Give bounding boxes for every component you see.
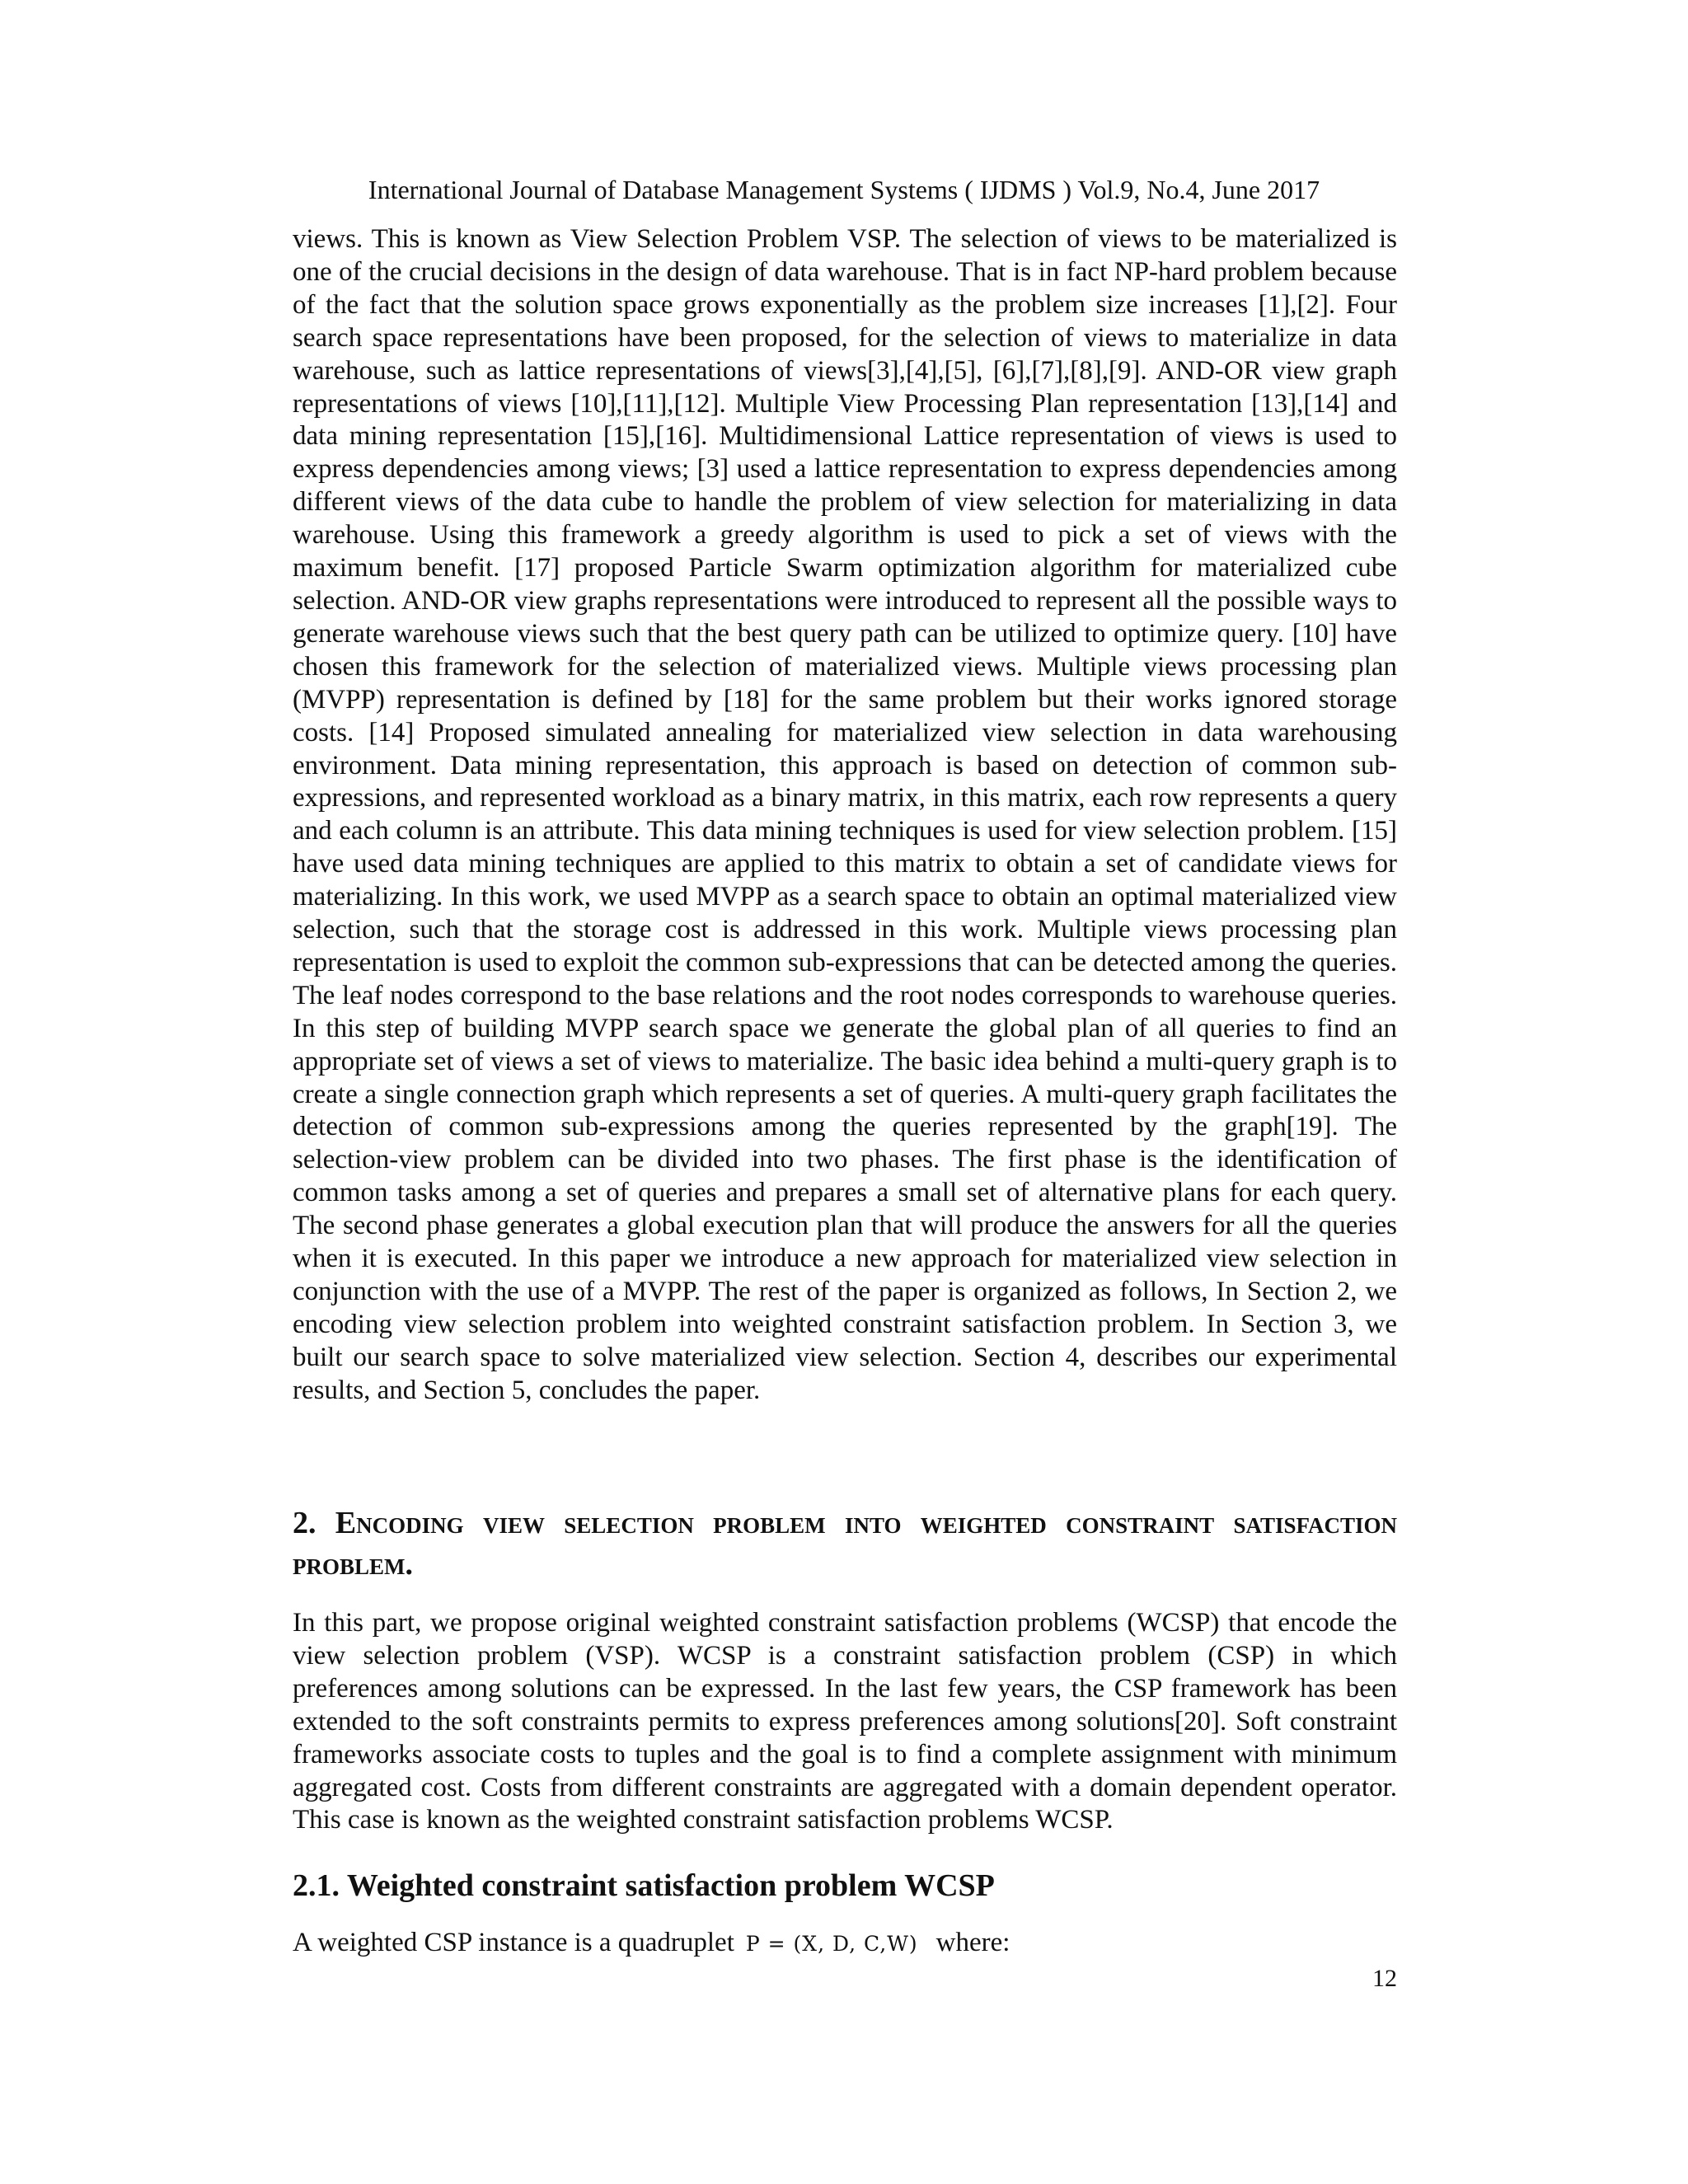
section-2-paragraph: In this part, we propose original weighted constraint satisfaction problems (WCSP) that encode the view selection problem (VSP). WCSP is a constraint satisfaction problem (CSP) in which preferences among solutions can be expressed. In the last few years, the CSP framework has been extended to the soft constraints permits to express preferences among solutions[20]. Soft constraint frameworks associate costs to tuples and the goal is to find a complete assignment with minimum aggregated cost. Costs from different constraints are aggregated with a domain dependent operator. This case is known as the weighted constraint satisfaction problems WCSP. — [293, 1608, 1397, 1835]
wcsp-sentence-end: where: — [935, 1928, 1010, 1957]
page-number: 12 — [1372, 1965, 1397, 1992]
section-2-heading: 2. Encoding view selection problem into weighted constraint satisfaction problem. — [293, 1506, 1397, 1582]
intro-paragraph: views. This is known as View Selection Problem VSP. The selection of views to be materialized is one of the crucial decisions in the design of data warehouse. That is in fact NP-hard problem because of the fact that the solution space grows exponentially as the problem size increases [1],[2]. Four search space representations have been proposed, for the selection of views to materialize in data warehouse, such as lattice representations of views[3],[4],[5], [6],[7],[8],[9]. AND-OR view graph representations of views [10],[11],[12]. Multiple View Processing Plan representation [13],[14] and data mining representation [15],[16]. Multidimensional Lattice representation of views is used to express dependencies among views; [3] used a lattice representation to express dependencies among different views of the data cube to handle the problem of view selection for materializing in data warehouse. Using this framework a greedy algorithm is used to pick a set of views with the maximum benefit. [17] proposed Particle Swarm optimization algorithm for materialized cube selection. AND-OR view graphs representations were introduced to represent all the possible ways to generate warehouse views such that the best query path can be utilized to optimize query. [10] have chosen this framework for the selection of materialized views. Multiple views processing plan (MVPP) representation is defined by [18] for the same problem but their works ignored storage costs. [14] Proposed simulated annealing for materialized view selection in data warehousing environment. Data mining representation, this approach is based on detection of common sub-expressions, and represented workload as a binary matrix, in this matrix, each row represents a query and each column is an attribute. This data mining techniques is used for view selection problem. [15] have used data mining techniques are applied to this matrix to obtain a set of candidate views for materializing. In this work, we used MVPP as a search space to obtain an optimal materialized view selection, such that the storage cost is addressed in this work. Multiple views processing plan representation is used to exploit the common sub-expressions that can be detected among the queries. The leaf nodes correspond to the base relations and the root nodes corresponds to warehouse queries. In this step of building MVPP search space we generate the global plan of all queries to find an appropriate set of views a set of views to materialize. The basic idea behind a multi-query graph is to create a single connection graph which represents a set of queries. A multi-query graph facilitates the detection of common sub-expressions among the queries represented by the graph[19]. The selection-view problem can be divided into two phases. The first phase is the identification of common tasks among a set of queries and prepares a small set of alternative plans for each query. The second phase generates a global execution plan that will produce the answers for all the queries when it is executed. In this paper we introduce a new approach for materialized view selection in conjunction with the use of a MVPP. The rest of the paper is organized as follows, In Section 2, we encoding view selection problem into weighted constraint satisfaction problem. In Section 3, we built our search space to solve materialized view selection. Section 4, describes our experimental results, and Section 5, concludes the paper. — [293, 224, 1397, 1405]
subsection-2-1-heading: 2.1. Weighted constraint satisfaction problem WCSP — [293, 1868, 995, 1903]
wcsp-sentence-start: A weighted CSP instance is a quadruplet — [293, 1928, 734, 1957]
wcsp-formula: P = (X, D, C,W) — [745, 1932, 918, 1956]
wcsp-definition-line — [293, 1926, 1397, 1961]
running-header: International Journal of Database Management Systems ( IJDMS ) Vol.9, No.4, June 2017 — [368, 175, 1320, 204]
